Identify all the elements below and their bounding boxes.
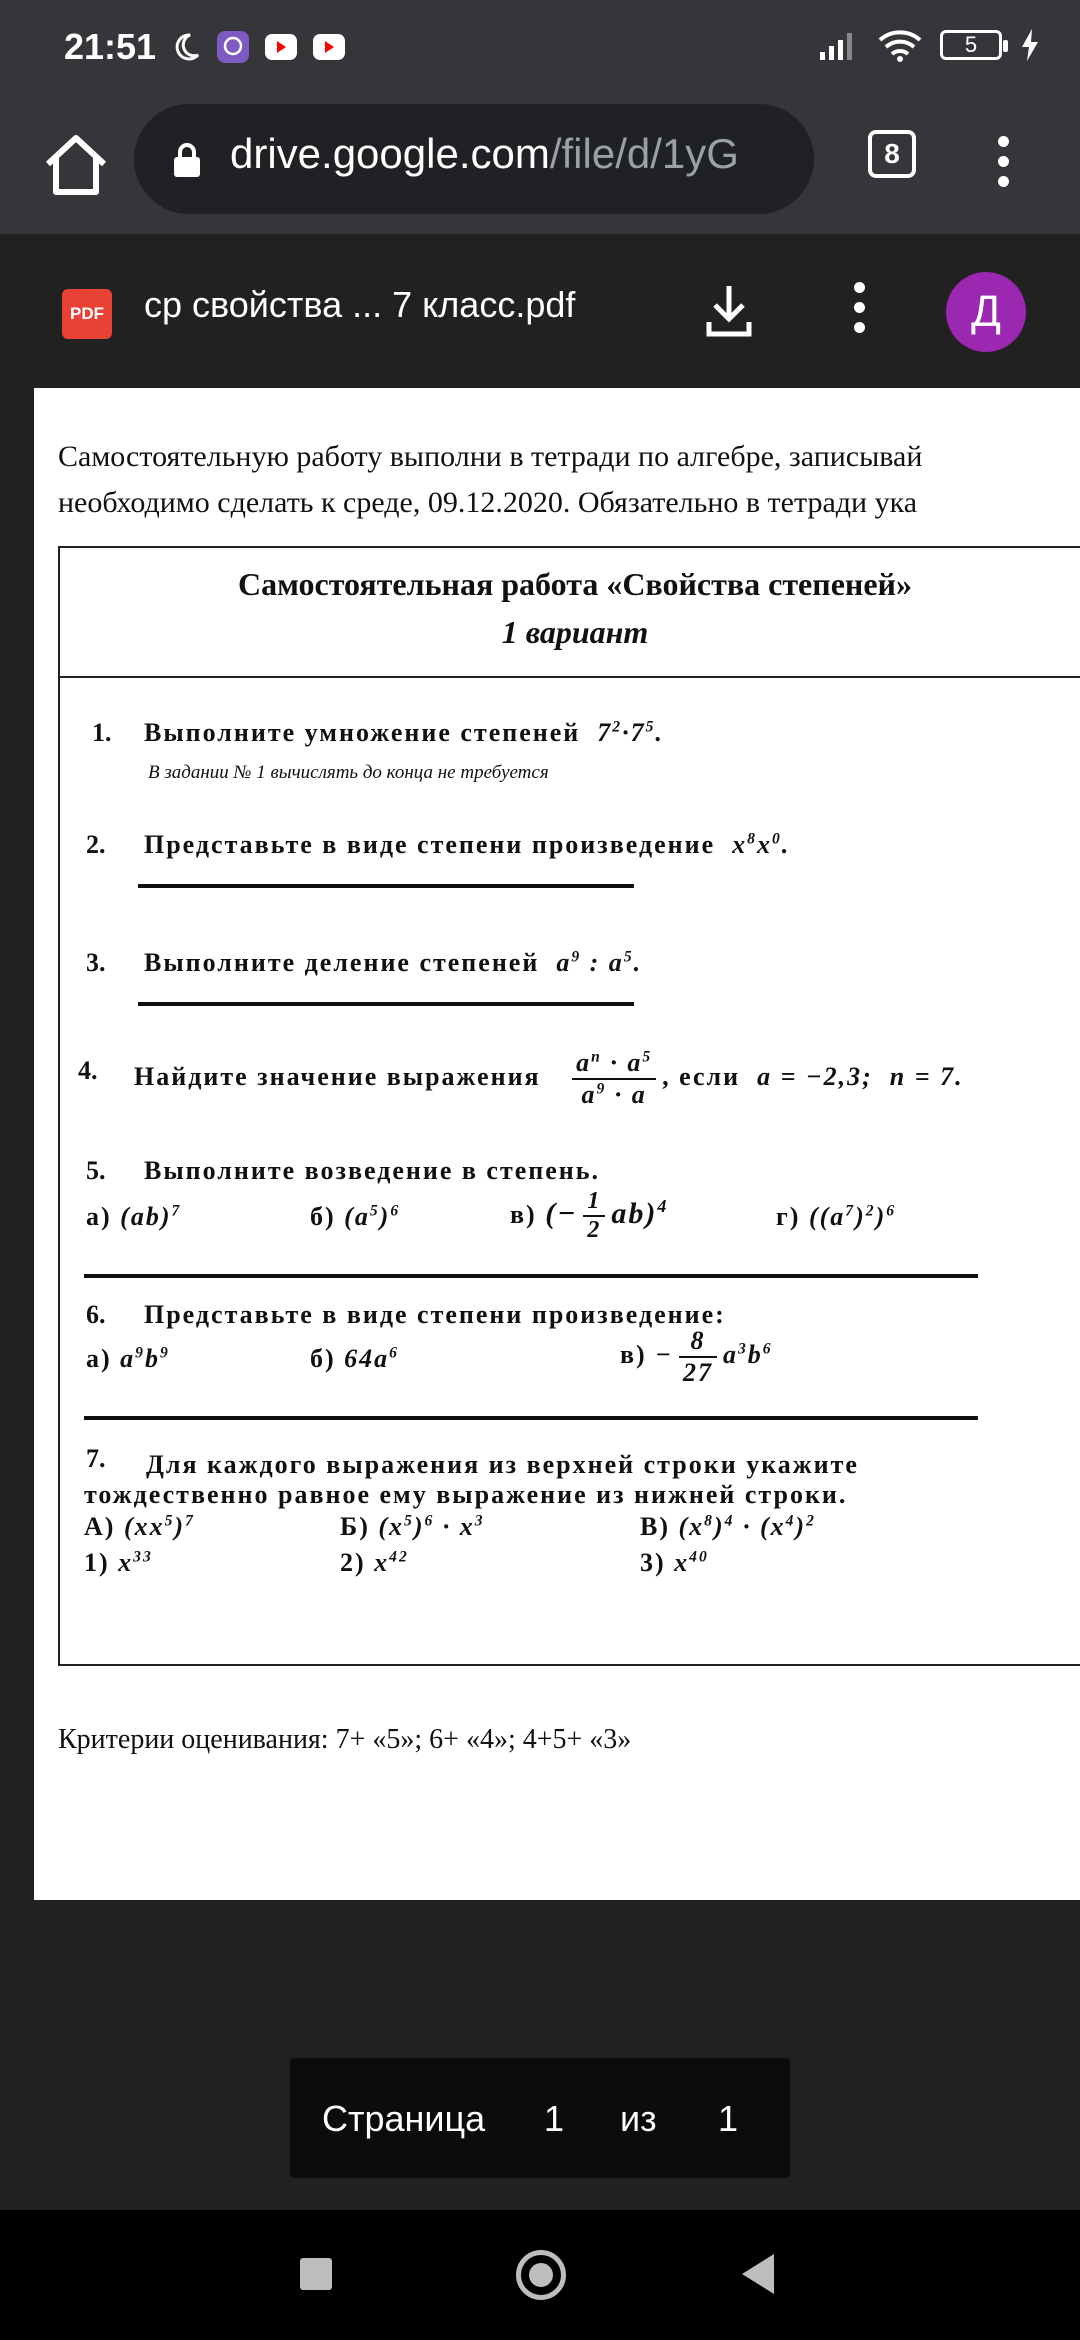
task-5d: г) $((a^7)^2)^6$ bbox=[776, 1202, 897, 1231]
variant-label: 1 вариант bbox=[501, 614, 649, 650]
task-number: 1. bbox=[92, 718, 112, 747]
url-text: drive.google.com/file/d/1yG bbox=[230, 130, 739, 177]
worksheet-table bbox=[58, 546, 1080, 1666]
task-7-B: Б) $(x^5)^6 \cdot x^3$ bbox=[340, 1512, 485, 1541]
task-7-A: А) $(xx^5)^7$ bbox=[84, 1512, 195, 1541]
home-button[interactable] bbox=[516, 2250, 566, 2300]
youtube-icon bbox=[312, 30, 346, 64]
back-button[interactable] bbox=[742, 2254, 774, 2294]
drive-viewer-header bbox=[0, 234, 1080, 388]
task-number: 2. bbox=[86, 830, 106, 859]
wifi-icon bbox=[878, 28, 922, 62]
task-4-text: Найдите значение выражения $\frac{a^n \cdot a^5}{a^9 \cdot a}$ , если a = −2,3; n = 7. bbox=[134, 1048, 964, 1109]
total-pages: 1 bbox=[718, 2098, 739, 2139]
task-5b: б) $(a^5)^6$ bbox=[310, 1202, 401, 1231]
more-options-icon[interactable] bbox=[854, 282, 866, 342]
intro-text: Самостоятельную работу выполни в тетради по алгебре, записывай необходимо сделать к среде, 09.12.2020. Обязательно в тетради ука bbox=[58, 440, 923, 519]
download-icon[interactable] bbox=[704, 282, 754, 338]
task-number: 4. bbox=[78, 1056, 98, 1085]
moon-icon bbox=[170, 31, 202, 63]
task-number: 7. bbox=[86, 1444, 106, 1473]
task-1-text: Выполните умножение степеней $7^2\cdot 7^5$. bbox=[144, 718, 664, 747]
file-name: ср свойства ... 7 класс.pdf bbox=[144, 284, 576, 325]
answer-line bbox=[84, 1416, 978, 1420]
task-6a: а) $a^9b^9$ bbox=[86, 1344, 170, 1373]
page-indicator bbox=[290, 2058, 790, 2178]
lock-icon bbox=[172, 142, 202, 178]
task-7-text-line1: Для каждого выражения из верхней строки укажите bbox=[146, 1450, 859, 1479]
address-bar[interactable] bbox=[134, 104, 814, 214]
task-7-text-line2: тождественно равное ему выражение из нижней строки. bbox=[84, 1480, 848, 1509]
task-number: 6. bbox=[86, 1300, 106, 1329]
browser-menu-icon[interactable] bbox=[998, 136, 1010, 196]
pdf-file-icon: PDF bbox=[62, 289, 112, 339]
notification-icons bbox=[170, 30, 346, 64]
grading-criteria: Критерии оценивания: 7+ «5»; 6+ «4»; 4+5+ «3» bbox=[58, 1724, 632, 1755]
task-7-V: В) $(x^8)^4 \cdot (x^4)^2$ bbox=[640, 1512, 816, 1541]
page-label: Страница bbox=[322, 2098, 486, 2139]
task-6c: в) − $\frac{8}{27}$ $a^3b^6$ bbox=[620, 1326, 773, 1387]
answer-line bbox=[138, 884, 634, 888]
worksheet-header bbox=[60, 548, 1080, 678]
task-7-1: 1) $x^{33}$ bbox=[84, 1548, 153, 1577]
task-number: 3. bbox=[86, 948, 106, 977]
viber-icon bbox=[216, 30, 250, 64]
tab-switcher-button[interactable]: 8 bbox=[868, 130, 916, 178]
charging-icon bbox=[1020, 29, 1040, 61]
task-1-note: В задании № 1 вычислять до конца не требуется bbox=[148, 762, 549, 783]
answer-line bbox=[138, 1002, 634, 1006]
recents-button[interactable] bbox=[300, 2258, 332, 2290]
browser-toolbar bbox=[0, 96, 1080, 234]
task-7-3: 3) $x^{40}$ bbox=[640, 1548, 709, 1577]
page-of-label: из bbox=[620, 2098, 657, 2139]
task-5-text: Выполните возведение в степень. bbox=[144, 1156, 601, 1185]
battery-icon: 5 bbox=[940, 30, 1002, 60]
clock: 21:51 bbox=[64, 26, 157, 67]
task-6-text: Представьте в виде степени произведение: bbox=[144, 1300, 726, 1329]
task-5c: в) (− $\frac{1}{2}$ ab)$^4$ bbox=[510, 1188, 669, 1243]
task-5a: а) (ab)$^7$ bbox=[86, 1202, 182, 1231]
system-nav-bar bbox=[0, 2210, 1080, 2340]
youtube-icon bbox=[264, 30, 298, 64]
task-6b: б) $64a^6$ bbox=[310, 1344, 399, 1373]
worksheet-title: Самостоятельная работа «Свойства степеней» bbox=[238, 566, 912, 602]
status-bar bbox=[0, 0, 1080, 96]
pdf-page bbox=[34, 388, 1080, 1900]
answer-line bbox=[84, 1274, 978, 1278]
task-2-text: Представьте в виде степени произведение $x^8x^0$. bbox=[144, 830, 791, 859]
home-icon[interactable] bbox=[36, 126, 116, 206]
task-number: 5. bbox=[86, 1156, 106, 1185]
current-page: 1 bbox=[544, 2098, 565, 2139]
account-avatar[interactable]: Д bbox=[946, 272, 1026, 352]
task-3-text: Выполните деление степеней $a^9$ : $a^5$. bbox=[144, 948, 643, 977]
task-7-2: 2) $x^{42}$ bbox=[340, 1548, 409, 1577]
signal-icon bbox=[820, 30, 860, 60]
